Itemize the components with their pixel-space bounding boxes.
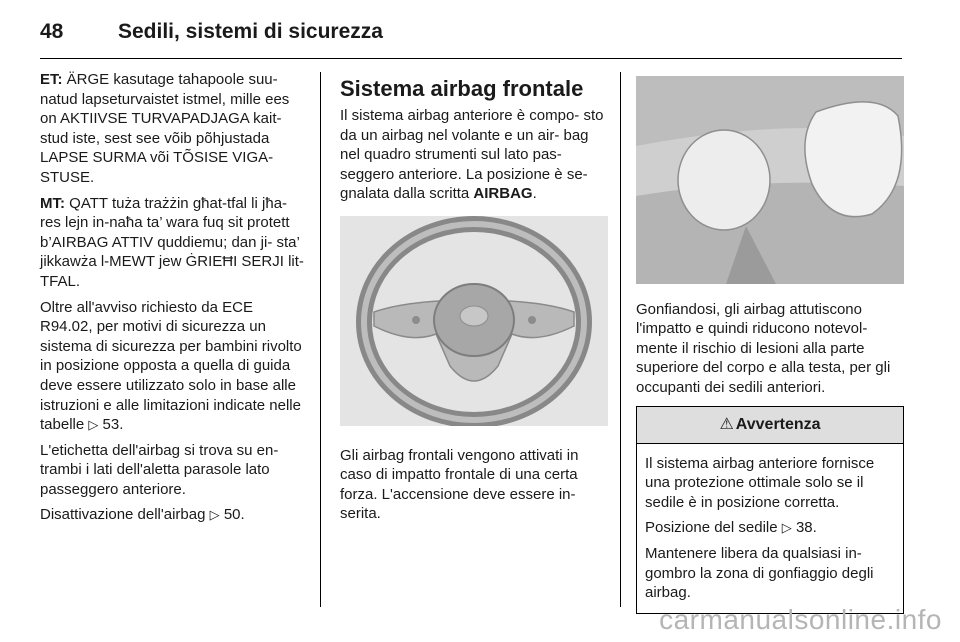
page-number: 48 [40,20,64,43]
paragraph-et [40,70,308,188]
page-header [40,12,383,52]
paragraph-mt [40,194,308,292]
page-ref-38[interactable]: 38. [795,519,817,537]
inflated-airbags-illustration [636,76,904,284]
column-divider-1 [320,72,321,607]
paragraph-activation: Gli airbag frontali vengono attivati in caso di impatto frontale di una certa forza. L'accensione deve essere in- serita. [340,446,579,523]
watermark: carmanualsonline.info [659,604,942,635]
text-et: ÄRGE kasutage tahapoole suu- natud lapseturvaistet istmel, mille ees on AKTIIVSE TURVAPADJAGA kait- stud iste, sest see võib põhjustada LAPSE SURMA või TÕSISE VIGA- STUSE. [40,71,290,186]
column-right [636,70,904,614]
text-period: . [532,185,537,203]
warning-body [637,444,903,613]
warning-header [637,407,903,444]
warning-paragraph-2 [645,518,895,538]
warning-box [636,406,904,614]
text-mt: QATT tuża trażżin għat-tfal li jħa- res lejn in-naħa ta’ wara fuq sit protett b’AIRBAG ATTIV quddiemu; dan ji- sta’ jikkawża l-MEWT jew ĠRIEĦI SERJI lit-TFAL. [40,194,304,290]
column-divider-2 [620,72,621,607]
column-middle [340,70,608,530]
page-ref-50[interactable]: 50. [223,506,245,524]
page-ref-icon: ▷ [781,520,792,536]
section-heading: Sistema airbag frontale [340,76,584,101]
paragraph-system-description [340,106,608,204]
text-ece: Oltre all'avviso richiesto da ECE R94.02, per motivi di sicurezza un sistema di sicurezza per bambini rivolto in posizione opposta a quella di guida deve essere utilizzato solo in base alle istruzioni e alle limitazioni indicate nelle tabelle [40,298,302,434]
steering-wheel-illustration [340,216,608,426]
text-deactivation: Disattivazione dell'airbag [40,506,206,524]
warning-paragraph-1: Il sistema airbag anteriore fornisce una protezione ottimale solo se il sedile è in posizione corretta. [645,454,875,511]
warning-title: Avvertenza [735,415,821,433]
paragraph-deactivation [40,505,308,525]
paragraph-label-location: L'etichetta dell'airbag si trova su en- trambi i lati dell'aletta parasole lato passeggero anteriore. [40,441,279,498]
warning-icon: ⚠ [719,415,734,433]
page-ref-icon: ▷ [209,507,220,523]
page-title: Sedili, sistemi di sicurezza [118,20,383,43]
text-airbag-bold: AIRBAG [473,185,533,203]
lang-label-mt: MT: [40,194,65,212]
paragraph-inflation: Gonfiandosi, gli airbag attutiscono l'impatto e quindi riducono notevol- mente il rischio di lesioni alla parte superiore del corpo e alla testa, per gli occupanti dei sedili anteriori. [636,300,891,396]
text-seat-position: Posizione del sedile [645,519,778,537]
page-ref-53[interactable]: 53. [102,416,124,434]
page-ref-icon: ▷ [88,417,99,433]
paragraph-ece [40,298,308,435]
warning-paragraph-3: Mantenere libera da qualsiasi in- gombro la zona di gonfiaggio degli airbag. [645,544,874,602]
header-rule [40,58,902,59]
text-system-description: Il sistema airbag anteriore è compo- sto da un airbag nel volante e un air- bag nel quadro strumenti sul lato pas- seggero anteriore. La posizione è se- gnalata dalla scritta [340,107,604,203]
column-left [40,70,308,531]
lang-label-et: ET: [40,71,63,88]
